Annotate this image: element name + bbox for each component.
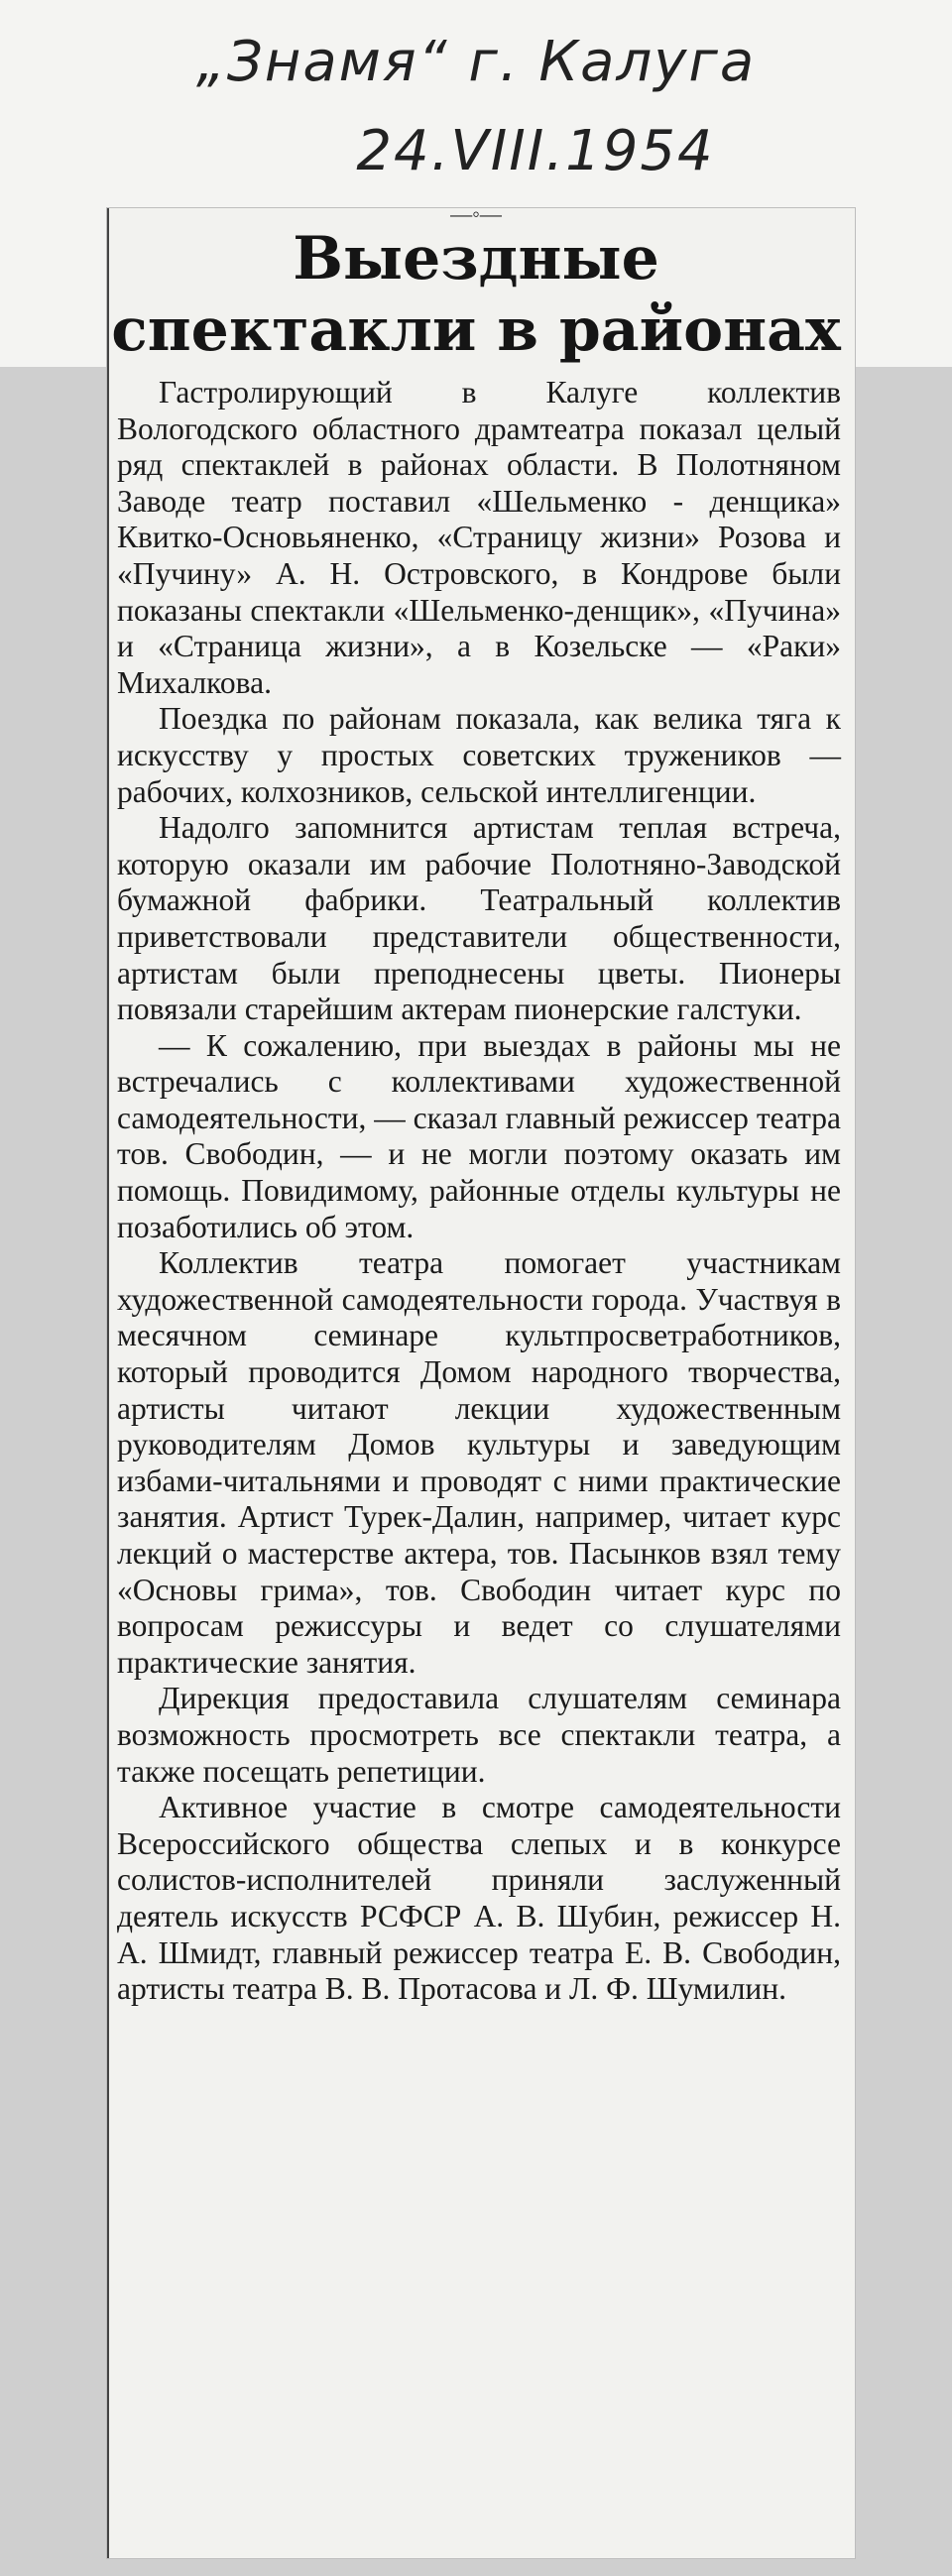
paragraph: Активное участие в смотре самодеятельности Всероссийского общества слепых и в конкурсе солистов-исполнителей приняли заслуженный деятель искусств РСФСР А. В. Шубин, режиссер Н. А. Шмидт, главный режиссер театра Е. В. Свободин, артисты театра В. В. Протасова и Л. Ф. Шумилин. [117, 1790, 841, 2007]
paragraph: Гастролирующий в Калуге коллектив Вологодского областного драмтеатра показал целый ряд спектаклей в районах области. В Полотняном Заводе театр поставил «Шельменко - денщика» Квитко-Основьяненко, «Страницу жизни» Розова и «Пучину» А. Н. Островского, в Кондрове были показаны спектакли «Шельменко-денщик», «Пучина» и «Страница жизни», а в Козельске — «Раки» Михалкова. [117, 375, 841, 700]
paragraph: Коллектив театра помогает участникам художественной самодеятельности города. Участвуя в месячном семинаре культпросветработников, который проводится Домом народного творчества, артисты читают лекции художественным руководителям Домов культуры и заведующим избами-читальнями и проводят с ними практические занятия. Артист Турек-Далин, например, читает курс лекций о мастерстве актера, тов. Пасынков взял тему «Основы грима», тов. Свободин читает курс по вопросам режиссуры и ведет со слушателями практические занятия. [117, 1245, 841, 1680]
divider-ornament: —◦— [450, 201, 502, 226]
paragraph: Поездка по районам показала, как велика тяга к искусству у простых советских тружеников — рабочих, колхозников, сельской интеллигенции. [117, 701, 841, 809]
handwritten-source: „Знамя“ г. Калуга [195, 30, 757, 94]
paragraph: — К сожалению, при выездах в районы мы не встречались с коллективами художественной самодеятельности, — сказал главный режиссер театра тов. Свободин, — и не могли поэтому оказать им помощь. Повидимому, районные отделы культуры не позаботились об этом. [117, 1027, 841, 1244]
handwritten-date: 24.VIII.1954 [356, 119, 715, 183]
paragraph: Надолго запомнится артистам теплая встреча, которую оказали им рабочие Полотняно-Заводской бумажной фабрики. Театральный коллектив приветствовали представители общественности, артистам были преподнесены цветы. Пионеры повязали старейшим актерам пионерские галстуки. [117, 810, 841, 1027]
paragraph: Дирекция предоставила слушателям семинара возможность просмотреть все спектакли театра, а также посещать репетиции. [117, 1681, 841, 1789]
article-headline: Выездные спектакли в районах [111, 224, 841, 365]
article-body [117, 375, 841, 2008]
